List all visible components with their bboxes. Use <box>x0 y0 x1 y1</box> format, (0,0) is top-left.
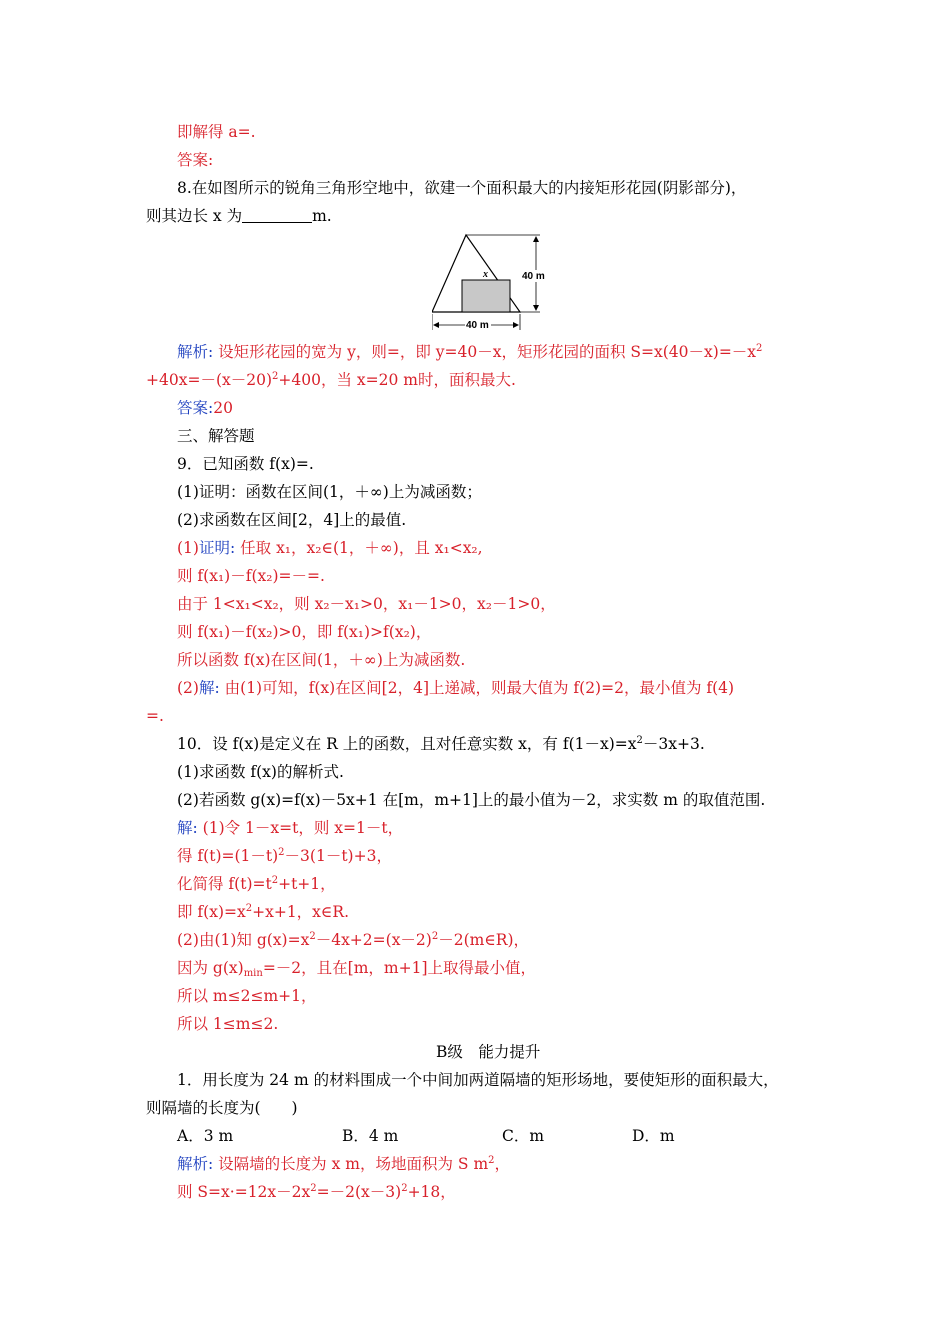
q9-solution-2-cont: =. <box>146 707 164 725</box>
b1-analysis-cont: 则 $S=x\cdot=12x-2x^2=-2(x-3)^2+18$， <box>177 1183 456 1201</box>
q9-proof-1: (1)证明: 任取 x₁，x₂∈(1，＋∞)，且 x₁<x₂, <box>177 539 483 557</box>
question-9-part2: (2)求函数在区间[2，4]上的最值. <box>177 511 407 529</box>
line-answer-label: 答案: <box>177 151 214 169</box>
q9-solution-2: (2)解: 由(1)可知，f(x)在区间[2，4]上递减，则最大值为 f(2)=2，最小值为 f(4) <box>177 679 735 697</box>
label-x: x <box>483 269 488 280</box>
q9-proof-2: 则 f(x₁)－f(x₂)=－=. <box>177 567 325 585</box>
question-b1: 1．用长度为 24 m 的材料围成一个中间加两道隔墙的矩形场地，要使矩形的面积最大， <box>177 1071 779 1089</box>
q8-analysis: 解析: 设矩形花园的宽为 y，则=，即 y=40－x，矩形花园的面积 $S=x(40-x)=-x^2$ <box>177 343 763 361</box>
q10-sol-7: 所以 m≤2≤m+1， <box>177 987 317 1005</box>
q9-proof-3: 由于 1<x₁<x₂，则 x₂－x₁>0，x₁－1>0，x₂－1>0， <box>177 595 556 613</box>
q9-proof-4: 则 f(x₁)－f(x₂)>0，即 f(x₁)>f(x₂)， <box>177 623 432 641</box>
option-b: B．4 m <box>342 1127 399 1145</box>
label-base: 40 m <box>466 320 489 331</box>
question-10-part2: (2)若函数 g(x)=f(x)－5x+1 在[m，m+1]上的最小值为－2，求实数 m 的取值范围. <box>177 791 766 809</box>
question-10-part1: (1)求函数 f(x)的解析式. <box>177 763 344 781</box>
option-a: A．3 m <box>177 1127 234 1145</box>
q10-sol-6: 因为 $g(x)_{min}=-2$，且在[m，m+1]上取得最小值， <box>177 959 537 979</box>
b1-analysis: 解析: 设隔墙的长度为 x m，场地面积为 S $m^2$， <box>177 1155 511 1173</box>
question-10: 10．设 f(x)是定义在 R 上的函数，且对任意实数 x，有 $f(1-x)=x^2-3x+3$. <box>177 735 705 753</box>
level-b-heading: B级 能力提升 <box>436 1043 541 1061</box>
q10-sol-4: 即 $f(x)=x^2+x+1$，x∈R. <box>177 903 349 921</box>
q10-sol-2: 得 $f(t)=(1-t)^2-3(1-t)+3$， <box>177 847 392 865</box>
triangle-figure <box>432 232 552 336</box>
question-9: 9．已知函数 f(x)=. <box>177 455 314 473</box>
option-d: D．m <box>632 1127 675 1145</box>
line-solution-a: 即解得 a=. <box>177 123 256 141</box>
option-c: C．m <box>502 1127 545 1145</box>
question-8: 8.在如图所示的锐角三角形空地中，欲建一个面积最大的内接矩形花园(阴影部分)， <box>177 179 747 197</box>
q10-sol-8: 所以 1≤m≤2. <box>177 1015 279 1033</box>
q9-proof-5: 所以函数 f(x)在区间(1，＋∞)上为减函数. <box>177 651 466 669</box>
question-9-part1: (1)证明：函数在区间(1，＋∞)上为减函数； <box>177 483 482 501</box>
question-b1-cont: 则隔墙的长度为( ) <box>146 1099 298 1117</box>
q10-sol-1: 解: (1)令 1－x=t，则 x=1－t， <box>177 819 404 837</box>
triangle-garden-diagram <box>432 232 552 332</box>
question-8-cont: 则其边长 x 为 m. <box>146 207 332 225</box>
q10-sol-5: (2)由(1)知 $g(x)=x^2-4x+2=(x-2)^2-2(m\in R)$， <box>177 931 530 949</box>
q10-sol-3: 化简得 $f(t)=t^2+t+1$， <box>177 875 336 893</box>
question-b1-options <box>177 1126 675 1146</box>
label-height: 40 m <box>522 271 545 282</box>
answer-blank <box>242 208 312 223</box>
q8-answer: 答案:20 <box>177 399 233 417</box>
q8-analysis-cont: $+40x=-(x-20)^2+400$，当 x=20 m时，面积最大. <box>146 371 516 389</box>
section-heading: 三、解答题 <box>177 427 255 445</box>
